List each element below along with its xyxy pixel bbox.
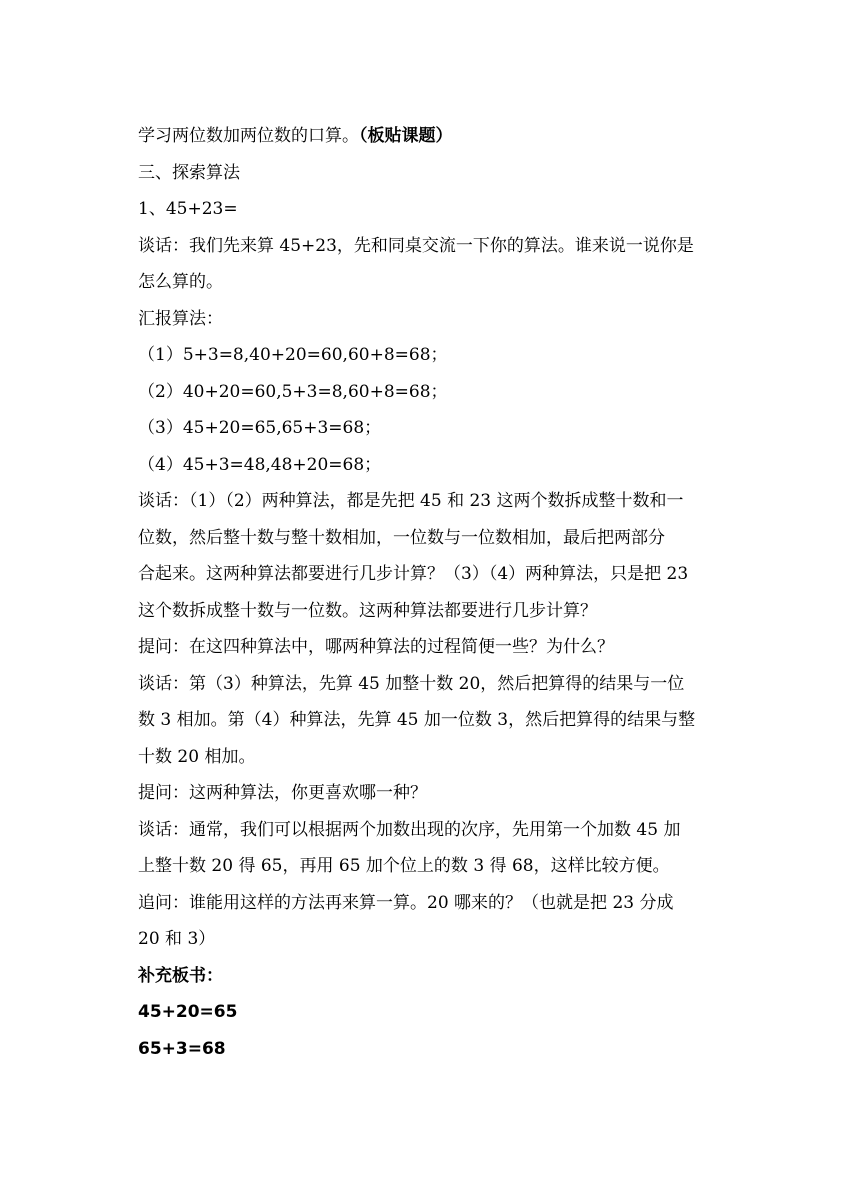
paragraph-line: 怎么算的。	[138, 272, 223, 292]
paragraph-line: 谈话：第（3）种算法，先算 45 加整十数 20，然后把算得的结果与一位	[138, 673, 685, 694]
section-heading: 三、探索算法	[138, 162, 240, 183]
lesson-text	[138, 118, 728, 1067]
paragraph-line: 谈话：（1）（2）两种算法，都是先把 45 和 23 这两个数拆成整十数和一	[138, 491, 684, 511]
paragraph-line: 十数 20 相加。	[138, 746, 256, 767]
question-line: 提问：在这四种算法中，哪两种算法的过程简便一些？为什么？	[138, 637, 614, 657]
paragraph-line: 数 3 相加。第（4）种算法，先算 45 加一位数 3，然后把算得的结果与整	[138, 710, 696, 730]
paragraph-line: 20 和 3）	[138, 929, 216, 949]
method-4: （4）45+3=48,48+20=68；	[138, 454, 382, 475]
paragraph-line: 谈话：通常，我们可以根据两个加数出现的次序，先用第一个加数 45 加	[138, 819, 681, 840]
paragraph-line: 谈话：我们先来算 45+23，先和同桌交流一下你的算法。谁来说一说你是	[138, 235, 694, 256]
problem-1: 1、45+23=	[138, 199, 238, 219]
method-1: （1）5+3=8,40+20=60,60+8=68；	[138, 345, 448, 365]
board-equation-1: 45+20=65	[138, 1002, 238, 1022]
method-2: （2）40+20=60,5+3=8,60+8=68；	[138, 381, 448, 402]
paragraph-line: 上整十数 20 得 65，再用 65 加个位上的数 3 得 68，这样比较方便。	[138, 856, 670, 876]
report-heading: 汇报算法：	[138, 308, 223, 329]
board-equation-2: 65+3=68	[138, 1038, 226, 1059]
board-supplement-heading: 补充板书：	[138, 965, 223, 986]
paragraph-line: 追问：谁能用这样的方法再来算一算。20 哪来的？（也就是把 23 分成	[138, 892, 674, 913]
intro-line	[138, 118, 728, 155]
paragraph-line: 合起来。这两种算法都要进行几步计算？（3）（4）两种算法，只是把 23	[138, 564, 689, 584]
question-line: 提问：这两种算法，你更喜欢哪一种？	[138, 783, 427, 803]
method-3: （3）45+20=65,65+3=68；	[138, 418, 382, 438]
intro-text: 学习两位数加两位数的口算。	[138, 126, 359, 146]
paragraph-line: 这个数拆成整十数与一位数。这两种算法都要进行几步计算？	[138, 600, 597, 621]
paragraph-line: 位数，然后整十数与整十数相加，一位数与一位数相加，最后把两部分	[138, 527, 665, 548]
board-note: （板贴课题）	[359, 126, 453, 146]
